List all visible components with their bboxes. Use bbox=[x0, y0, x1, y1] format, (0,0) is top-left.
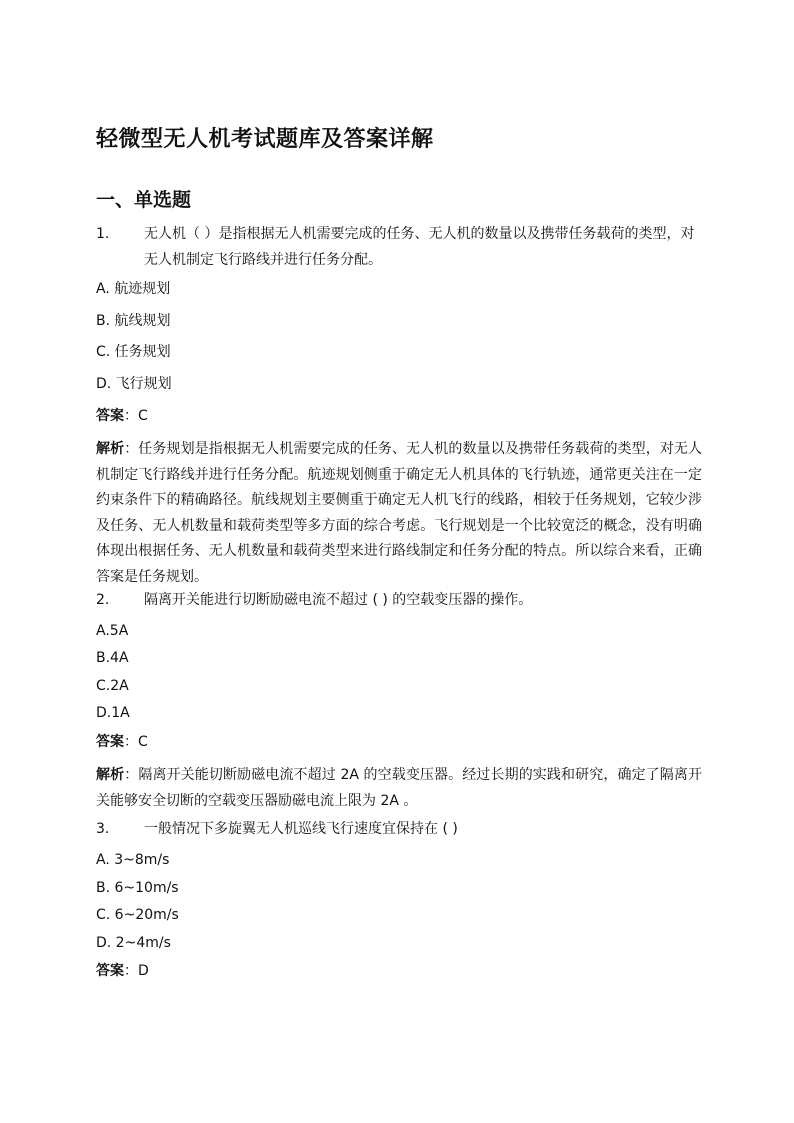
answer-value: ：C bbox=[124, 408, 148, 424]
option-d: D. 2~4m/s bbox=[96, 935, 171, 951]
option-a: A. 航迹规划 bbox=[96, 281, 171, 297]
question-number: 3. bbox=[96, 821, 110, 837]
answer-label: 答案 bbox=[96, 408, 124, 424]
explanation bbox=[96, 437, 702, 590]
option-b: B. 航线规划 bbox=[96, 313, 171, 329]
option-c: C. 任务规划 bbox=[96, 344, 171, 360]
question-number: 1. bbox=[96, 226, 110, 242]
section-title: 一、单选题 bbox=[96, 189, 192, 211]
answer-label: 答案 bbox=[96, 963, 124, 979]
document-title: 轻微型无人机考试题库及答案详解 bbox=[96, 127, 434, 152]
explanation-label: 解析 bbox=[96, 767, 125, 783]
answer-value: ：D bbox=[124, 963, 149, 979]
explanation-label: 解析 bbox=[96, 441, 125, 457]
explanation bbox=[96, 763, 702, 814]
option-a: A. 3~8m/s bbox=[96, 852, 170, 868]
option-a: A.5A bbox=[96, 623, 129, 639]
option-c: C. 6~20m/s bbox=[96, 907, 179, 923]
option-b: B.4A bbox=[96, 650, 129, 666]
explanation-text: ：任务规划是指根据无人机需要完成的任务、无人机的数量以及携带任务载荷的类型，对无人机制定飞行路线并进行任务分配。航迹规划侧重于确定无人机具体的飞行轨迹，通常更关注在一定约束条件下的精确路径。航线规划主要侧重于确定无人机飞行的线路，相较于任务规划，它较少涉及任务、无人机数量和载荷类型等多方面的综合考虑。飞行规划是一个比较宽泛的概念，没有明确体现出根据任务、无人机数量和载荷类型来进行路线制定和任务分配的特点。所以综合来看，正确答案是任务规划。 bbox=[96, 441, 703, 585]
answer-line bbox=[96, 404, 700, 430]
option-b: B. 6~10m/s bbox=[96, 880, 179, 896]
question-text: 一般情况下多旋翼无人机巡线飞行速度宜保持在 ( ) bbox=[144, 821, 458, 837]
option-c: C.2A bbox=[96, 678, 129, 694]
answer-line bbox=[96, 959, 700, 985]
question-text: 无人机（ ）是指根据无人机需要完成的任务、无人机的数量以及携带任务载荷的类型，对无人机制定飞行路线并进行任务分配。 bbox=[144, 226, 695, 268]
question-text: 隔离开关能进行切断励磁电流不超过 ( ) 的空载变压器的操作。 bbox=[144, 592, 533, 608]
question-number: 2. bbox=[96, 592, 110, 608]
option-d: D. 飞行规划 bbox=[96, 376, 172, 392]
answer-label: 答案 bbox=[96, 734, 124, 750]
question-1 bbox=[96, 222, 700, 274]
answer-line bbox=[96, 730, 700, 756]
answer-value: ：C bbox=[124, 734, 148, 750]
explanation-text: ：隔离开关能切断励磁电流不超过 2A 的空载变压器。经过长期的实践和研究，确定了隔离开关能够安全切断的空载变压器励磁电流上限为 2A 。 bbox=[96, 767, 703, 809]
option-d: D.1A bbox=[96, 705, 130, 721]
